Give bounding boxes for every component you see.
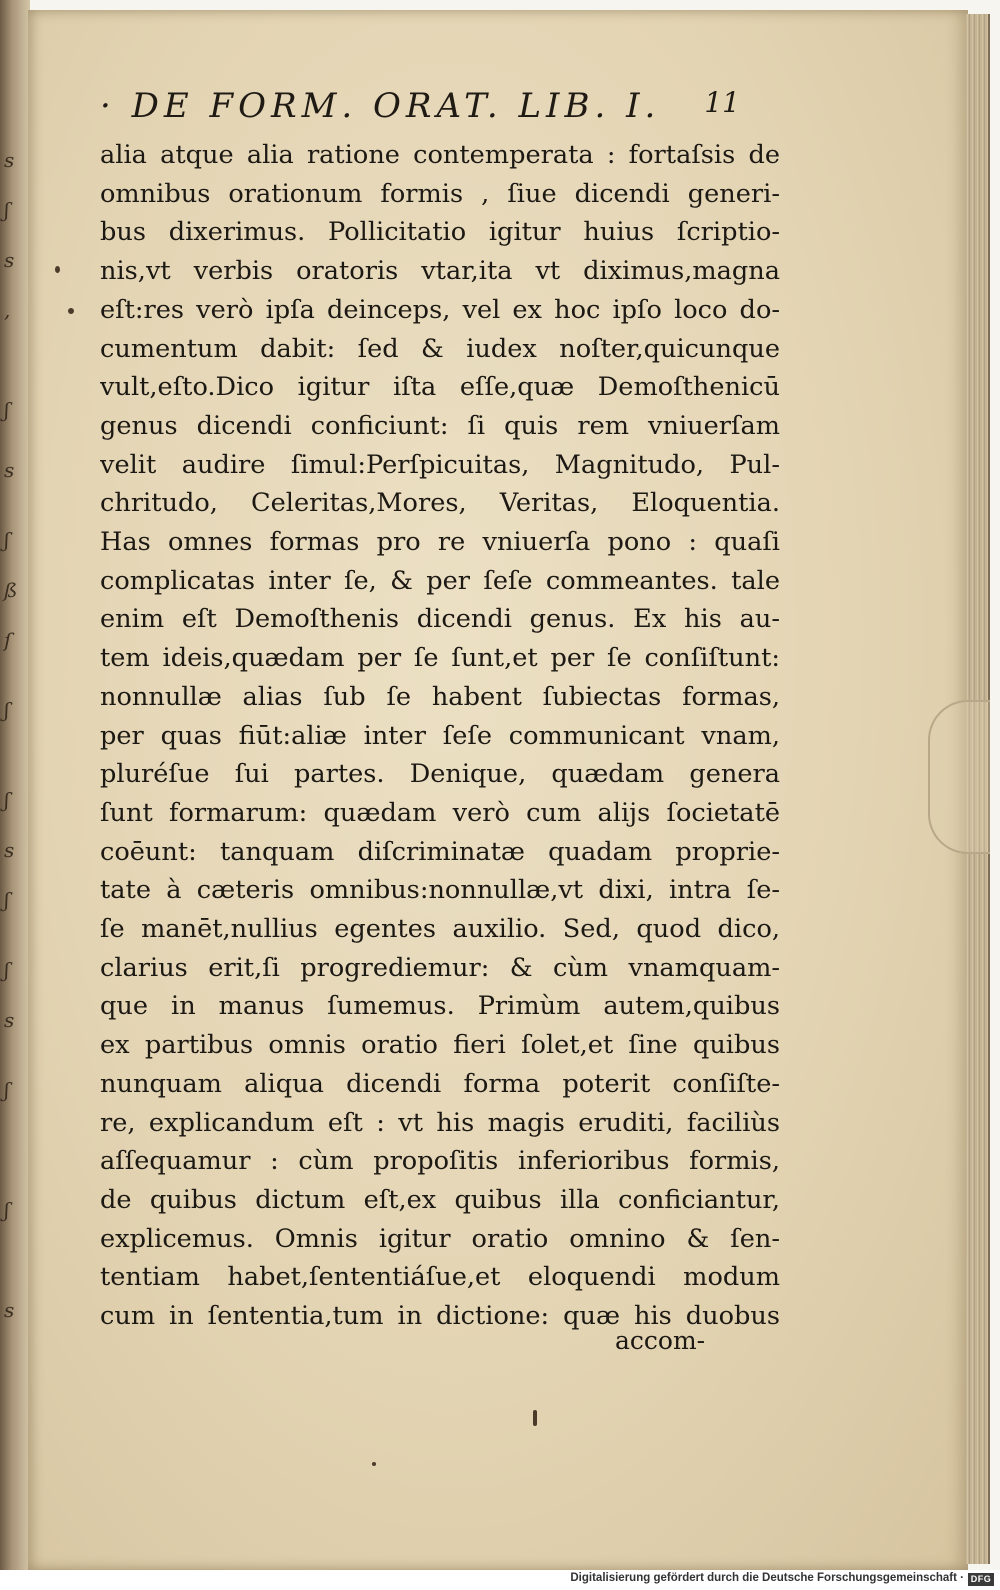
bleed-mark: ʃ bbox=[4, 958, 10, 982]
left-page-gutter bbox=[0, 0, 30, 1570]
page-clip bbox=[928, 700, 990, 854]
text-line: que in manus ſumemus. Primùm autem,quibus bbox=[100, 991, 780, 1022]
text-line: chritudo, Celeritas,Mores, Veritas, Eloquentia. bbox=[100, 488, 780, 519]
text-line: omnibus orationum formis , ſiue dicendi generi- bbox=[100, 178, 780, 209]
ink-spot bbox=[55, 266, 60, 273]
running-head bbox=[100, 86, 740, 126]
text-line: coēunt: tanquam diſcriminatæ quadam proprie- bbox=[100, 836, 780, 867]
text-line: nunquam aliqua dicendi forma poterit conſiſte- bbox=[100, 1068, 780, 1099]
text-line: ſunt formarum: quædam verò cum alijs ſocietatē bbox=[100, 797, 780, 828]
text-line: genus dicendi conficiunt: ſi quis rem vniuerſam bbox=[100, 410, 780, 441]
text-line: tentiam habet,ſententiáſue,et eloquendi modum bbox=[100, 1262, 780, 1293]
bleed-mark: s bbox=[4, 458, 15, 482]
text-line: tem ideis,quædam per ſe ſunt,et per ſe conſiſtunt: bbox=[100, 643, 780, 674]
catchword: accom- bbox=[615, 1326, 706, 1355]
text-line: velit audire ſimul:Perſpicuitas, Magnitudo, Pul- bbox=[100, 449, 780, 480]
footer-credit: Digitalisierung gefördert durch die Deutsche Forschungsgemeinschaft · bbox=[570, 1572, 964, 1584]
text-line: eſt:res verò ipſa deinceps, vel ex hoc ipſo loco do- bbox=[100, 294, 780, 325]
bleed-mark: ʃ bbox=[4, 888, 10, 912]
text-line: pluréſue ſui partes. Denique, quædam genera bbox=[100, 759, 780, 790]
bleed-mark: s bbox=[4, 838, 15, 862]
text-line: bus dixerimus. Pollicitatio igitur huius ſcriptio- bbox=[100, 217, 780, 248]
bleed-mark: ʃ bbox=[4, 698, 10, 722]
text-line: ex partibus omnis oratio fieri ſolet,et ſine quibus bbox=[100, 1030, 780, 1061]
body-text bbox=[100, 136, 780, 1336]
bleed-mark: ʃ bbox=[4, 1078, 10, 1102]
bleed-mark: ʃ bbox=[4, 198, 10, 222]
text-line: ſe manēt,nullius egentes auxilio. Sed, quod dico, bbox=[100, 914, 780, 945]
text-line: cumentum dabit: ſed & iudex noſter,quicunque bbox=[100, 333, 780, 364]
folio-number: 11 bbox=[704, 86, 740, 119]
text-line: complicatas inter ſe, & per ſeſe commeantes. tale bbox=[100, 565, 780, 596]
text-line: clarius erit,ſi progrediemur: & cùm vnamquam- bbox=[100, 952, 780, 983]
text-line: enim eſt Demoſthenis dicendi genus. Ex his au- bbox=[100, 604, 780, 635]
bleed-mark: ſ bbox=[4, 628, 12, 652]
text-line: Has omnes formas pro re vniuerſa pono : quaſi bbox=[100, 527, 780, 558]
running-head-title: · DE FORM. ORAT. LIB. I. bbox=[100, 86, 661, 126]
text-line: alia atque alia ratione contemperata : fortaſsis de bbox=[100, 140, 780, 170]
text-line: aſſequamur : cùm propoſitis inferioribus formis, bbox=[100, 1146, 780, 1177]
text-line: de quibus dictum eſt,ex quibus illa conficiantur, bbox=[100, 1184, 780, 1215]
bleed-mark: s bbox=[4, 148, 15, 172]
bleed-mark: ʃ bbox=[4, 1198, 10, 1222]
text-line: tate à cæteris omnibus:nonnullæ,vt dixi, intra ſe- bbox=[100, 875, 780, 906]
text-line: nonnullæ alias ſub ſe habent ſubiectas formas, bbox=[100, 681, 780, 712]
ink-spot bbox=[533, 1410, 537, 1426]
bleed-mark: ʃ bbox=[4, 528, 10, 552]
text-line: cum in ſententia,tum in dictione: quæ his duobus bbox=[100, 1301, 780, 1332]
bleed-mark: s bbox=[4, 1298, 15, 1322]
text-line: re, explicandum eſt : vt his magis eruditi, faciliùs bbox=[100, 1107, 780, 1138]
text-line: nis,vt verbis oratoris vtar,ita vt diximus,magna bbox=[100, 256, 780, 287]
bleed-mark: ß bbox=[4, 578, 18, 602]
ink-spot bbox=[68, 308, 74, 314]
bleed-mark: s bbox=[4, 248, 15, 272]
dfg-logo: DFG bbox=[968, 1573, 994, 1586]
bleed-mark: s bbox=[4, 1008, 15, 1032]
footer-bar bbox=[0, 1570, 1000, 1590]
bleed-mark: , bbox=[4, 298, 11, 322]
text-line: vult,eſto.Dico igitur iſta eſſe,quæ Demoſthenicū bbox=[100, 372, 780, 403]
bleed-mark: ʃ bbox=[4, 398, 10, 422]
ink-spot bbox=[372, 1462, 376, 1466]
text-line: explicemus. Omnis igitur oratio omnino & ſen- bbox=[100, 1223, 780, 1254]
bleed-mark: ʃ bbox=[4, 788, 10, 812]
text-line: per quas fiūt:aliæ inter ſeſe communicant vnam, bbox=[100, 720, 780, 751]
